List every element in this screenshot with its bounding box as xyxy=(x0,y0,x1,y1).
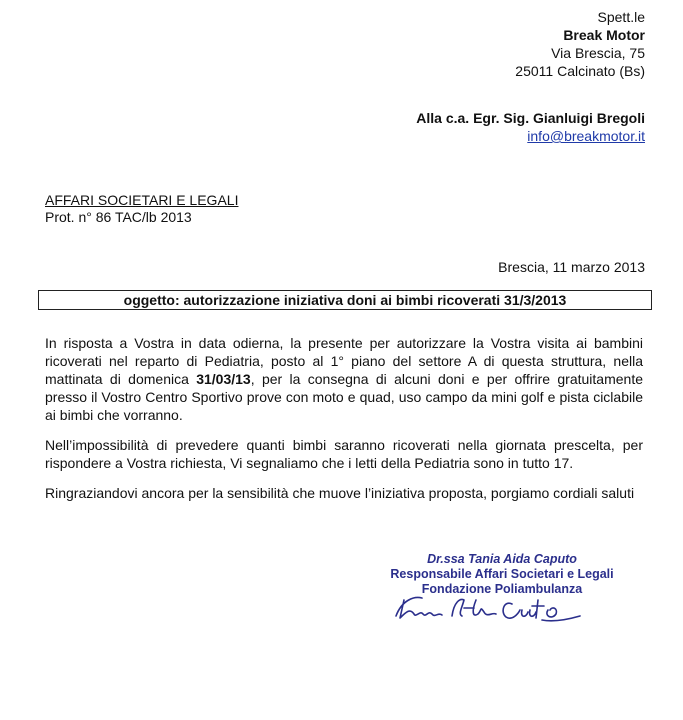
department-block xyxy=(45,192,238,226)
recipient-city: 25011 Calcinato (Bs) xyxy=(515,63,645,79)
body-paragraph-2: Nell’impossibilità di prevedere quanti bimbi saranno ricoverati nella giornata prescelta, per rispondere a Vostra richiesta, Vi segnaliamo che i letti della Pediatria sono in tutto 17. xyxy=(45,437,643,471)
date-line: Brescia, 11 marzo 2013 xyxy=(498,259,645,275)
signatory-organization: Fondazione Poliambulanza xyxy=(421,582,583,596)
signatory-name: Dr.ssa Tania Aida Caputo xyxy=(427,552,577,566)
body-paragraph-1: In risposta a Vostra in data odierna, la presente per autorizzare la Vostra visita ai bambini ricoverati nel reparto di Pediatria, posto al 1° piano del settore A di questa struttura, nella mattinata di domenica 31/03/13, per la consegna di alcuni doni e per offrire gratuitamente presso il Vostro Centro Sportivo prove con moto e quad, uso campo da mini golf e pista ciclabile ai bimbi che vorranno. xyxy=(45,335,643,423)
protocol-number: Prot. n° 86 TAC/lb 2013 xyxy=(45,209,192,225)
subject-line: oggetto: autorizzazione iniziativa doni ai bimbi ricoverati 31/3/2013 xyxy=(38,290,652,310)
handwritten-signature xyxy=(392,590,587,624)
recipient-address xyxy=(515,8,645,80)
recipient-salutation: Spett.le xyxy=(597,9,645,25)
letter-body xyxy=(45,334,643,514)
visit-date: 31/03/13 xyxy=(196,371,251,387)
recipient-street: Via Brescia, 75 xyxy=(551,45,645,61)
email-link[interactable]: info@breakmotor.it xyxy=(527,128,645,144)
department-name: AFFARI SOCIETARI E LEGALI xyxy=(45,192,239,208)
attention-line: Alla c.a. Egr. Sig. Gianluigi Bregoli xyxy=(416,110,645,126)
attention-block xyxy=(416,109,645,145)
recipient-company: Break Motor xyxy=(563,27,645,43)
signatory-role: Responsabile Affari Societari e Legali xyxy=(390,567,614,581)
body-paragraph-3: Ringraziandovi ancora per la sensibilità che muove l’iniziativa proposta, porgiamo cordiali saluti xyxy=(45,485,635,501)
